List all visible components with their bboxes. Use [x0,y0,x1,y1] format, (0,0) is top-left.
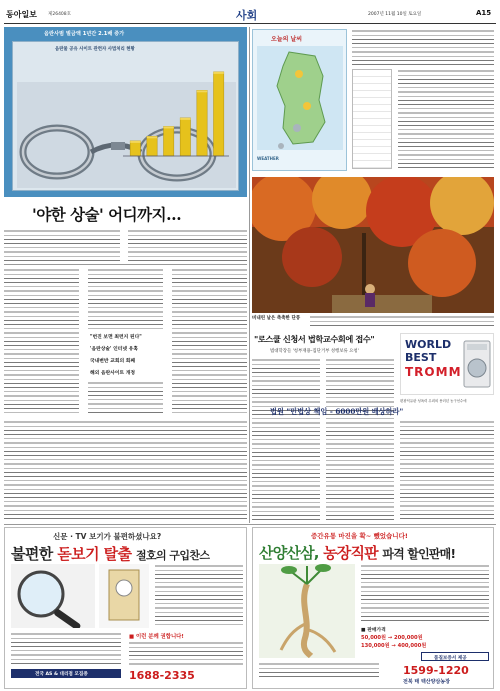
photo-caption-title: 비내린 날은 축축한 단풍 [252,316,301,321]
ginseng-ad-kicker: 증간유통 마진을 확~ 뺐었습니다! [311,532,408,540]
article1-col2-bottom [88,381,163,416]
weather-map-panel [252,29,347,171]
article1-headline: '야한 상술' 어디까지… [32,205,182,224]
article1-col3 [172,268,247,416]
article1-col1 [4,268,79,416]
article-law-school [252,332,396,522]
weather-box [252,29,494,174]
bar [197,90,207,156]
tromm-world: WORLD [405,338,452,351]
weather-temp-table [352,69,392,169]
article3-col [400,420,494,520]
ginseng-price-title: ■ 판매가격 [361,628,386,633]
article-court-ruling [400,398,494,522]
magnifier-ad-headline [11,543,209,564]
bar [180,118,190,156]
magnifier-phone[interactable]: 1688-2335 [129,669,195,682]
weather-title: 오늘의 날씨 [271,36,303,43]
chart-subtitle: 음란물 공유 사이트 관련자 사법처리 현황 [55,47,135,52]
article3-headline: 법원 "민법상 책임 - 6000만원 배상하라" [270,407,404,416]
bar-cap [197,90,207,92]
chart-plate [12,41,239,191]
weather-label: WEATHER [257,156,279,161]
article3-kicker: 편광덕유판 성폭력 무죄외 용러년 농구선수에 [400,399,467,403]
store-box-label: 전국 AS & 대리점 모집중 [35,671,88,677]
magnifier-ad-copy [11,632,121,666]
photo-story [252,177,494,330]
magnifier-ad-spec [155,564,243,626]
article1-subhead-1: "번진 보면 최런지 된다" [90,335,142,340]
chart-box-title: 음란사범 벌금액 1년간 2.1배 증가 [44,31,125,37]
product-box-photo [99,564,149,628]
magnifier-store-box [11,669,121,678]
section-rule-horizontal [4,524,496,525]
bar-cap [180,118,190,120]
masthead [0,0,500,25]
article2-subhead: 법대학장들 '청부재용-집단거부 성행보류 요청' [270,349,359,354]
ginseng-headline-prefix: 산양산삼, [259,544,319,562]
bar [147,136,157,156]
tromm-brand: TROMM [405,365,462,379]
headline-prefix: 불편한 [11,545,53,563]
article2-col2 [326,358,394,520]
bar [130,141,140,156]
article2-col1 [252,358,320,520]
ginseng-headline-suffix: 파격 할인판매! [382,547,456,561]
article1-subhead-4: 해외 음란사이트 개정 [90,371,136,376]
photo-caption-text [310,315,494,327]
headline-suffix: 절호의 구입찬스 [136,549,210,562]
page-number: A15 [476,9,492,17]
ginseng-ad [252,527,494,689]
ginseng-ad-headline [259,542,455,563]
ginseng-price-2: 130,000원 → 400,000원 [361,643,427,649]
article1-subhead-2: '음란상술' 인터넷 유혹 [90,347,138,352]
masthead-rule [4,23,496,24]
article1-continued [4,420,247,520]
chart-box [4,27,247,197]
section-title: 사회 [236,9,258,22]
bar-chart [121,56,231,166]
article-adult-marketing [4,27,247,417]
service-box-label: 품질보증서 제공 [434,655,467,661]
article1-lead-col2 [128,229,247,261]
weather-detail-text [398,69,494,169]
headline-accent: 돋보기 [57,545,99,563]
magnifier-ad-kicker: 신문 · TV 보기가 불편하셨나요? [53,532,162,541]
tromm-ad [400,333,494,395]
headline-mid: 탈출 [103,545,132,563]
ginseng-price-1: 50,000원 → 200,000원 [361,635,423,641]
tromm-best: BEST [405,351,437,364]
ginseng-farm-name: 전북 태 텍산양삼농장 [403,679,450,685]
bar [214,72,224,156]
bar-cap [164,126,174,128]
weather-forecast-text [352,29,494,65]
washer-icon [463,340,491,388]
article1-subhead-3: 국내변반 교회의 회째 [90,359,136,364]
magnifier-ad-badge: ■ 이런 분께 권합니다! [129,634,184,640]
issue-date: 2007년 11월 10일 토요일 [368,12,422,17]
autumn-foliage-photo [252,177,494,313]
paper-name: 동아일보 [6,9,37,19]
ginseng-phone[interactable]: 1599-1220 [403,664,469,677]
magnifier-ad-recommend [129,641,243,666]
magnifier-photo [11,564,95,628]
ginseng-ad-footnote [259,662,379,678]
bar-cap [130,141,140,143]
ginseng-ad-copy [361,564,489,622]
bar-cap [147,136,157,138]
korea-map [257,46,343,150]
ginseng-service-box [421,652,489,661]
article1-col2 [88,268,163,330]
ginseng-headline-accent: 농장직판 [323,544,378,562]
column-rule-vertical [249,27,250,523]
article1-divider [4,264,247,265]
article1-lead-col1 [4,229,120,261]
ginseng-photo [259,564,355,658]
issue-number: 제26408호 [48,12,72,17]
magnifier-ad [4,527,247,689]
bar [164,126,174,156]
article2-headline: "로스쿨 신청서 법학교수회에 접수" [254,334,375,344]
bar-cap [214,72,224,74]
